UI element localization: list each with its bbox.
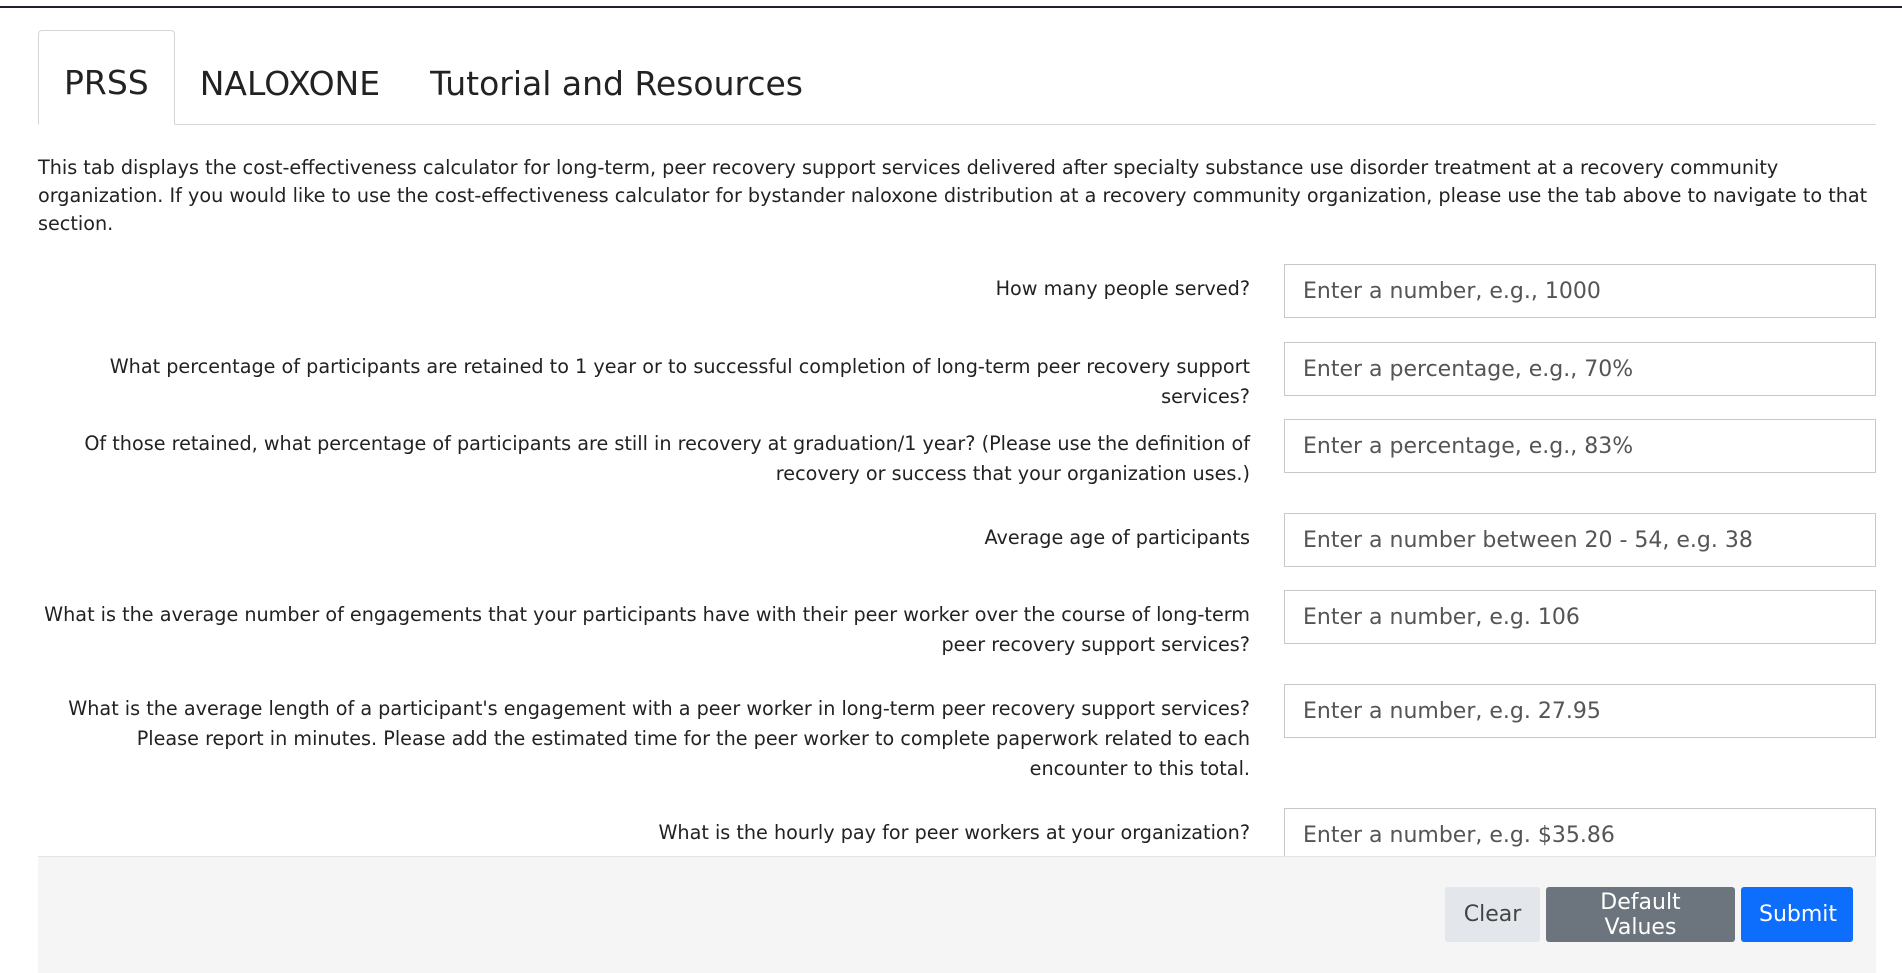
people-served-input[interactable] [1284,264,1876,318]
field-label: Of those retained, what percentage of participants are still in recovery at graduation/1 year? (Please use the definition of recovery or success that your organization uses.) [84,432,1250,485]
hourly-pay-input[interactable] [1284,808,1876,862]
submit-button[interactable]: Submit [1741,887,1853,942]
form-row-recovery-percentage [38,419,1876,513]
calculator-panel [38,30,1876,878]
field-label: What is the average length of a participant's engagement with a peer worker in long-term peer recovery support services? Please report in minutes. Please add the estimated time for the peer worker to complete paperwork related to each encounter to this total. [68,697,1250,780]
recovery-percentage-input[interactable] [1284,419,1876,473]
engagement-length-input[interactable] [1284,684,1876,738]
tab-prss[interactable]: PRSS [38,30,175,125]
average-age-input[interactable] [1284,513,1876,567]
field-label: Average age of participants [984,526,1250,549]
clear-button[interactable]: Clear [1445,887,1540,942]
field-label: How many people served? [995,277,1250,300]
tab-bar [38,30,1876,125]
form-row-retention-percentage [38,342,1876,419]
input-form [38,264,1876,878]
form-actions-bar [38,856,1876,973]
engagement-count-input[interactable] [1284,590,1876,644]
form-row-engagement-length [38,684,1876,808]
top-divider [0,6,1902,8]
retention-percentage-input[interactable] [1284,342,1876,396]
field-label: What percentage of participants are retained to 1 year or to successful completion of long-term peer recovery support services? [109,355,1250,408]
default-values-button[interactable]: Default Values [1546,887,1735,942]
field-label: What is the average number of engagements that your participants have with their peer worker over the course of long-term peer recovery support services? [44,603,1250,656]
form-row-people-served [38,264,1876,342]
field-label: What is the hourly pay for peer workers at your organization? [658,821,1250,844]
intro-text: This tab displays the cost-effectiveness calculator for long-term, peer recovery support services delivered after specialty substance use disorder treatment at a recovery community organization. If you would like to use the cost-effectiveness calculator for bystander naloxone distribution at a recovery community organization, please use the tab above to navigate to that section. [38,156,1868,235]
tab-naloxone[interactable]: NALOXONE [199,64,381,103]
form-row-average-age [38,513,1876,590]
form-row-engagement-count [38,590,1876,684]
tab-tutorial-resources[interactable]: Tutorial and Resources [430,64,803,103]
